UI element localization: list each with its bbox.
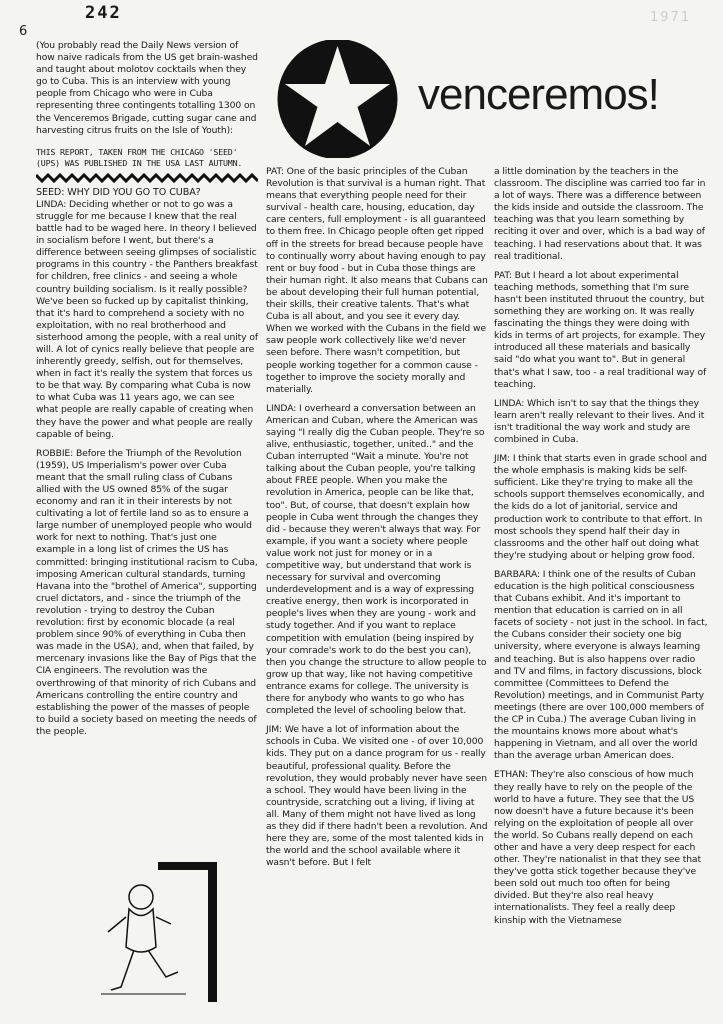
section-heading: SEED: WHY DID YOU GO TO CUBA? [36,186,201,198]
col1-para-1: LINDA: Deciding whether or not to go was a struggle for me because I knew that the real battle had to be waged here. In theory I believed in socialism before I went, but there's a difference between seeing glimpses of socialistic programs in this country - the Panthers breakfast for children, free clinics - and seeing a whole country building socialism. Is it really possible? We've been so fucked up by capitalist thinking, that it's hard to comprehend a society with no exploitation, with no real brotherhood and sisterhood among the people, with a real unity of will. A lot of cynics really believe that people are inherently greedy, selfish, out for themselves, when in fact it's really the system that forces us to be that way. By comparing what Cuba is now to what Cuba was 11 years ago, we can see what people are really capable of creating when they have the power and what people are really capable of being. [36,198,258,440]
dancing-figure-icon [96,862,221,1002]
page-stamp: 242 [85,3,122,23]
column-1 [36,40,258,745]
col2-para-2: LINDA: I overheard a conversation between an American and Cuban, where the American was saying "I really dig the Cuban people. They're so alive, enthusiastic, together, united.." and the Cuban interrupted "Wait a minute. You're not talking about the Cuban people, you're talking about FREE people. When you make the revolution in America, people can be like that, too". But, of course, that doesn't explain how people in Cuba went through the changes they did - because they weren't always that way. For example, if you want a society where people value work not just for money or in a competitive way, but understand that work is necessary for survival and overcoming underdevelopment and is a way of expressing creative energy, then work is incorporated in people's lives when they are young - work and study together. And if you want to replace competition with emulation (being inspired by your comrade's work to do the best you can), then you change the structure to allow people to grow up that way, like not having competitive entrance exams for college. The university is there for anybody who wants to go who has completed the level of schooling below that. [266,402,487,717]
col2-para-1: PAT: One of the basic principles of the Cuban Revolution is that survival is a human right. That means that everything people need for their survival - health care, housing, education, day care centers, full employment - is all guaranteed to them free. In Chicago people often get ripped off in the streets for bread because people have to continually worry about having enough to pay rent or buy food - but in Cuba those things are their human right. It also means that Cubans can be about developing their full human potential, their skills, their creative talents. That's what Cuba is all about, and you see it every day. When we worked with the Cubans in the field we saw people work collectively like we'd never seen before. There wasn't competition, but people working together for a common cause - together to improve the society morally and materially. [266,166,488,395]
report-note: THIS REPORT, TAKEN FROM THE CHICAGO 'SEED' (UPS) WAS PUBLISHED IN THE USA LAST AUTUMN. [36,146,243,168]
col1-para-2: ROBBIE: Before the Triumph of the Revolution (1959), US Imperialism's power over Cuba meant that the small ruling class of Cubans allied with the US owned 85% of the sugar economy and ran it in their interests by not cultivating a lot of fertile land so as to ensure a large number of unemployed people who would work for next to nothing. That's just one example in a long list of crimes the US has committed: bringing institutional racism to Cuba, imposing American cultural standards, turning Havana into the "brothel of America", supporting cruel dictators, and - since the triumph of the revolution - trying to destroy the Cuban revolution: first by economic blocade (a real problem since 90% of everything in Cuba then was made in the USA), and, when that failed, by mercenary invasions like the Bay of Pigs that the CIA engineers. The revolution was the overthrowing of that minority of rich Cubans and Americans controlling the entire country and establishing the power of the masses of people to build a society based on meeting the needs of the people. [36,447,258,737]
column-2 [266,166,488,876]
col3-para-3: LINDA: Which isn't to say that the things they learn aren't really relevant to their lives. And it isn't traditional the way work and study are combined in Cuba. [494,397,705,445]
faint-corner-number: 1971 [650,10,692,25]
corner-illustration [96,862,221,1002]
col2-para-3: JIM: We have a lot of information about the schools in Cuba. We visited one - of over 10,000 kids. They put on a dance program for us - really beautiful, professional quality. Before the revolution, they would probably never have seen a school. They would have been living in the countryside, scratching out a living, if living at all. Many of them might not have lived as long as they did if there hadn't been a revolution. And here they are, some of the most talented kids in the world and the school available where it wasn't before. But I felt [266,724,488,869]
col3-para-6: ETHAN: They're also conscious of how much they really have to rely on the people of the world to have a future. They see that the US now doesn't have a future because it's been relying on the exploitation of people all over the world. So Cubans really depend on each other and have a very deep respect for each other. They're nationalist in that they see that they've gotta stick together because they've been sold out much too often for being divided. But they're also real heavy internationalists. They feel a really deep kinship with the Vietnamese [494,769,701,926]
star-icon [268,40,407,158]
col3-para-5: BARBARA: I think one of the results of Cuban education is the high political consciousness that Cubans exhibit. And it's important to mention that education is carried on in all facets of society - not just in the school. In fact, the Cubans consider their society one big university, where everyone is always learning and teaching. But is also happens over radio and TV and films, in factory discussions, block committee (Committees to Defend the Revolution) meetings, and in Communist Party meetings (there are over 100,000 members of the CP in Cuba.) The average Cuban living in the mountains knows more about what's happening in Vietnam, and all over the world than the average urban American does. [494,568,708,762]
page-number: 6 [19,24,28,39]
col3-para-4: JIM: I think that starts even in grade school and the whole emphasis is making kids be self-sufficient. Like they're trying to make all the schools support themselves economically, and the kids do a lot of janitorial, service and production work to contribute to that effort. In most schools they spend half their day in classrooms and the other half out doing what they're studying about or helping grow food. [494,453,707,561]
column-3 [494,166,708,934]
zigzag-divider [36,173,258,183]
col3-para-2: PAT: But I heard a lot about experimental teaching methods, something that I'm sure hasn't been instituted thruout the country, but something they are working on. It was really fascinating the things they were doing with kids in terms of art projects, for example. They introduced all these materials and basically said "do what you want to". But in general that's what I saw, too - a real traditional way of teaching. [494,269,707,390]
col3-para-1: a little domination by the teachers in the classroom. The discipline was carried too far in a lot of ways. There was a difference between the kids inside and outside the classroom. The teaching was that you learn something by reciting it over and over, which is a bad way of teaching. I had reservations about that. It was real traditional. [494,166,706,262]
logo-title: venceremos! [418,70,659,119]
intro-paragraph: (You probably read the Daily News version of how naive radicals from the US get brain-washed and taught about molotov cocktails when they go to Cuba. This is an interview with young people from Chicago who were in Cuba representing three contingents totalling 1300 on the Venceremos Brigade, cutting sugar cane and harvesting citrus fruits on the Isle of Youth): [36,40,258,136]
star-logo [268,40,407,158]
